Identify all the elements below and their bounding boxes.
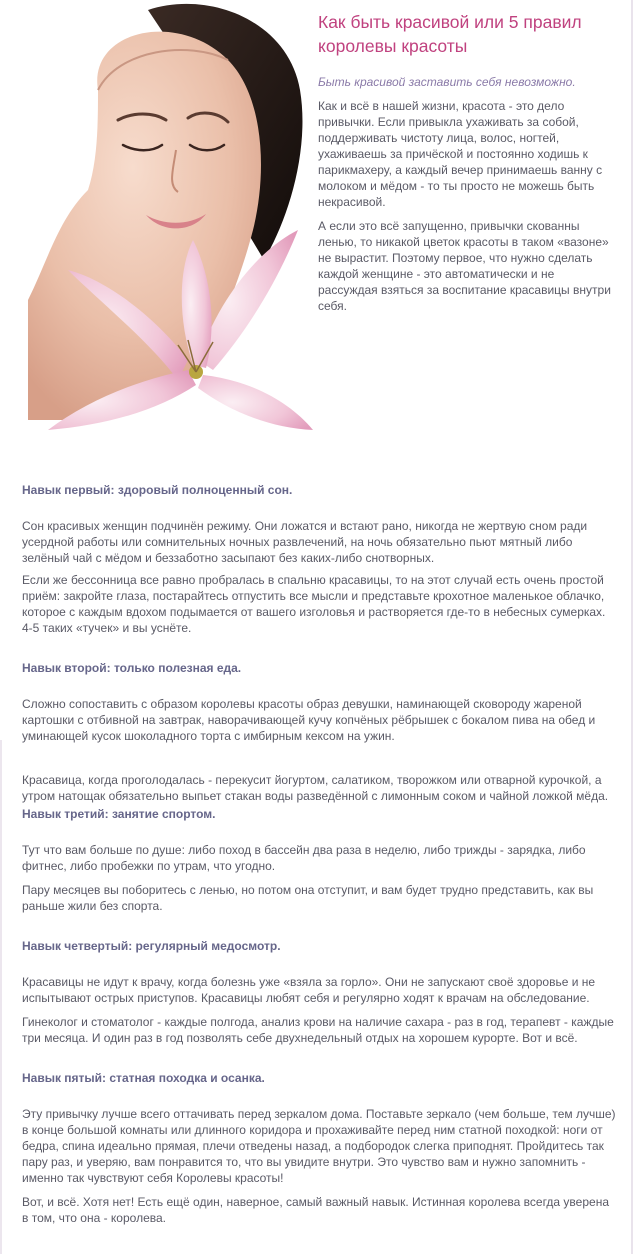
section-heading: Навык первый: здоровый полноценный сон. xyxy=(22,483,293,497)
article-lead: Быть красивой заставить себя невозможно. xyxy=(318,75,576,89)
section-heading: Навык четвертый: регулярный медосмотр. xyxy=(22,939,281,953)
paragraph: Красавица, когда проголодалась - перекусит йогуртом, салатиком, творожком или отварной курочкой, а утром натощак обязательно выпьет стакан воды разведённой с лимонным соком и чайной ложкой мёда. xyxy=(22,773,609,803)
article-title: Как быть красивой или 5 правил королевы красоты xyxy=(318,12,582,56)
paragraph: Вот, и всё. Хотя нет! Есть ещё один, наверное, самый важный навык. Истинная королева всегда уверена в том, что она - королева. xyxy=(22,1195,609,1225)
paragraph: Эту привычку лучше всего оттачивать перед зеркалом дома. Поставьте зеркало (чем больше, тем лучше) в конце большой комнаты или длинного коридора и прохаживайте перед ним статной походкой: ноги от бедра, спина идеально прямая, плечи отведены назад, а подбородок слегка приподнят. Пройдитесь так пару раз, и уверяю, вам понравится то, что вы увидите внутри. Это чувство вам и нужно запомнить - именно так чувствуют себя Королевы красоты! xyxy=(22,1107,616,1185)
article-intro xyxy=(318,98,616,322)
paragraph: Тут что вам больше по душе: либо поход в бассейн два раза в неделю, либо трижды - зарядка, либо фитнес, либо пробежки по утрам, что угодно. xyxy=(22,843,586,873)
section-heading: Навык пятый: статная походка и осанка. xyxy=(22,1071,265,1085)
section-heading: Навык третий: занятие спортом. xyxy=(22,807,216,821)
paragraph: Если же бессонница все равно пробралась в спальню красавицы, то на этот случай есть очень простой приём: закройте глаза, постарайтесь отпустить все мысли и представьте крохотное маленькое облачко, которое с каждым вдохом подымается от вашего изголовья и растворяется где-то в небесных сумерках. 4-5 таких «тучек» и вы уснёте. xyxy=(22,573,606,635)
article-body xyxy=(22,482,616,1226)
paragraph: Пару месяцев вы поборитесь с ленью, но потом она отступит, и вам будет трудно представить, как вы раньше жили без спорта. xyxy=(22,883,594,913)
paragraph: Красавицы не идут к врачу, когда болезнь уже «взяла за горло». Они не запускают своё здоровье и не испытывают острых приступов. Красавицы любят себя и регулярно ходят к врачам на обследование. xyxy=(22,975,596,1005)
intro-paragraph: Как и всё в нашей жизни, красота - это дело привычки. Если привыкла ухаживать за собой, поддерживать чистоту лица, волос, ногтей, ухаживаешь за причёской и постоянно ходишь к парикмахеру, а каждый вечер принимаешь ванну с молоком и мёдом - то ты просто не можешь быть некрасивой. xyxy=(318,99,603,209)
page-border-left xyxy=(0,740,2,1254)
paragraph: Гинеколог и стоматолог - каждые полгода, анализ крови на наличие сахара - раз в год, терапевт - каждые три месяца. И один раз в год позволять себе двухнедельный отдых на хорошем курорте. Вот и всё. xyxy=(22,1015,614,1045)
intro-paragraph: А если это всё запущенно, привычки скованны ленью, то никакой цветок красоты в таком «вазоне» не вырастит. Поэтому первое, что нужно сделать каждой женщине - это автоматически и не рассуждая взяться за воспитание красавицы внутри себя. xyxy=(318,219,611,313)
section-heading: Навык второй: только полезная еда. xyxy=(22,661,242,675)
paragraph: Сон красивых женщин подчинён режиму. Они ложатся и встают рано, никогда не жертвую сном ради усердной работы или сомнительных ночных развлечений, на ночь обязательно пьют мятный либо зелёный чай с мёдом и беззаботно засыпают без каких-либо снотворных. xyxy=(22,519,588,565)
paragraph: Сложно сопоставить с образом королевы красоты образ девушки, наминающей сковороду жареной картошки с отбивной на завтрак, наворачивающей кучу копчёных рёбрышек с бокалом пива на обед и уминающей кусок шоколадного торта с имбирным кексом на ужин. xyxy=(22,697,596,743)
hero-photo xyxy=(28,0,316,432)
